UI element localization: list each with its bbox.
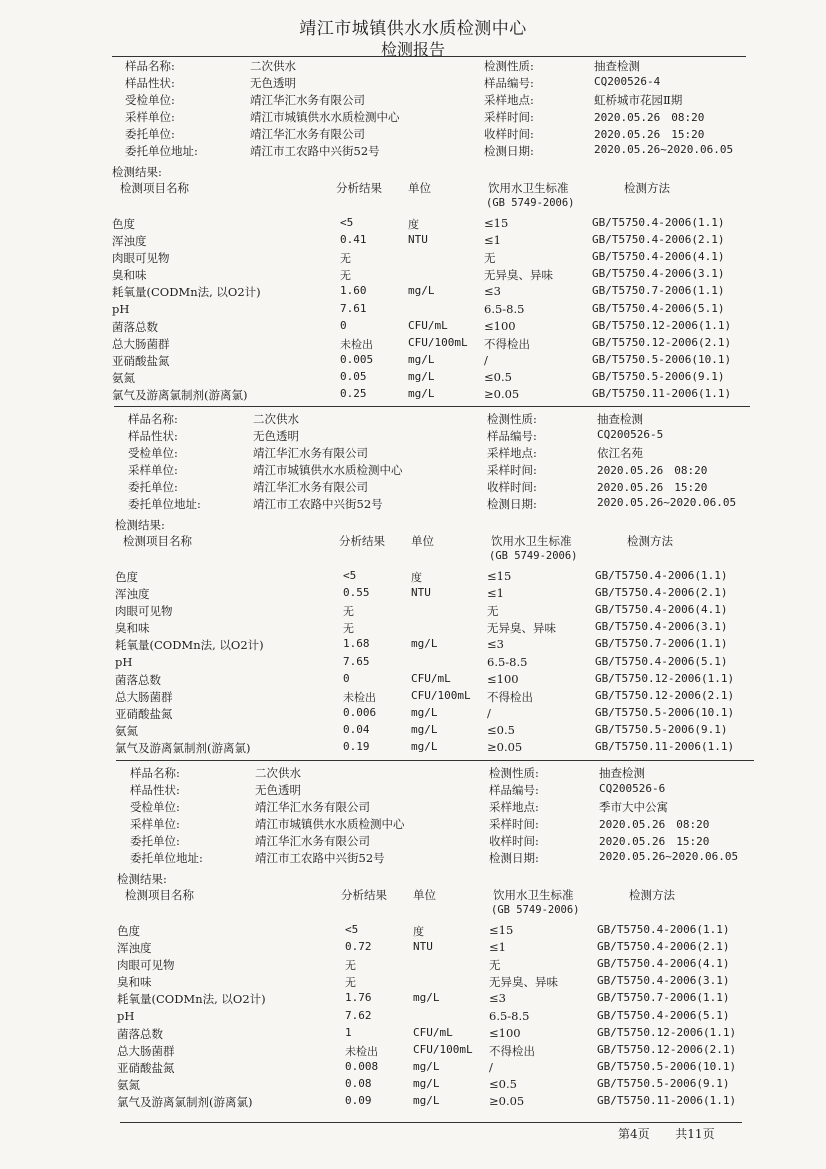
- cell-standard: ≤15: [487, 569, 512, 583]
- cell-method: GB/T5750.4-2006(5.1): [595, 654, 728, 668]
- table-row: [112, 267, 826, 284]
- table-row: [117, 923, 826, 940]
- table-row: [117, 957, 826, 974]
- cell-item: pH: [115, 654, 133, 669]
- cell-result: 0.09: [345, 1094, 372, 1107]
- col-result-header: 分析结果: [339, 534, 385, 548]
- label-sampling-time: 采样时间:: [487, 463, 537, 477]
- table-row: [117, 974, 826, 991]
- cell-item: 菌落总数: [117, 1026, 163, 1041]
- table-row: [117, 1009, 826, 1026]
- table-row: [115, 569, 826, 586]
- cell-unit: mg/L: [411, 637, 438, 651]
- col-standard-header: 饮用水卫生标准: [491, 534, 572, 548]
- value-client-unit: 靖江华汇水务有限公司: [250, 127, 365, 141]
- table-row: [112, 250, 826, 267]
- cell-standard: 不得检出: [487, 689, 533, 704]
- value-sample-property: 无色透明: [250, 76, 296, 90]
- label-sample-property: 样品性状:: [128, 429, 178, 443]
- cell-item: 氨氮: [117, 1077, 140, 1092]
- cell-item: 亚硝酸盐氮: [112, 353, 170, 368]
- table-row: [112, 233, 826, 250]
- cell-standard: ≤0.5: [487, 722, 515, 737]
- label-sampling-time: 采样时间:: [489, 817, 539, 831]
- label-client-address: 委托单位地址:: [125, 144, 198, 158]
- table-row: [117, 1077, 826, 1094]
- value-client-address: 靖江市工农路中兴街52号: [253, 497, 383, 511]
- cell-method: GB/T5750.7-2006(1.1): [597, 991, 730, 1005]
- cell-result: 无: [340, 252, 351, 266]
- cell-standard: 无: [489, 958, 501, 973]
- cell-unit: mg/L: [413, 991, 440, 1005]
- value-sample-no: CQ200526-5: [597, 428, 664, 441]
- cell-item: 浑浊度: [115, 587, 150, 602]
- cell-unit: mg/L: [408, 387, 435, 400]
- cell-result: 0.41: [340, 233, 367, 247]
- cell-unit: CFU/mL: [413, 1025, 453, 1039]
- label-sampling-unit: 采样单位:: [128, 463, 178, 477]
- label-client-unit: 委托单位:: [130, 834, 180, 848]
- value-receive-time: 2020.05.26 15:20: [597, 481, 708, 494]
- cell-unit: mg/L: [413, 1076, 440, 1090]
- value-sample-no: CQ200526-4: [594, 75, 661, 88]
- cell-result: 无: [343, 622, 354, 636]
- cell-result: 0.19: [343, 740, 370, 753]
- value-sampling-time: 2020.05.26 08:20: [599, 818, 710, 831]
- cell-result: 0.008: [345, 1059, 379, 1073]
- cell-result: 0.05: [340, 369, 367, 383]
- top-rule: [112, 56, 746, 57]
- table-row: [112, 284, 826, 301]
- cell-unit: mg/L: [411, 740, 438, 753]
- table-row: [115, 723, 826, 740]
- table-row: [115, 586, 826, 603]
- label-client-unit: 委托单位:: [128, 480, 178, 494]
- cell-standard: 6.5-8.5: [484, 301, 525, 316]
- cell-standard: ≥0.05: [487, 740, 523, 754]
- cell-method: GB/T5750.5-2006(10.1): [592, 352, 732, 366]
- cell-result: 无: [340, 269, 351, 283]
- cell-item: 臭和味: [117, 975, 152, 990]
- cell-standard: 无异臭、异味: [487, 621, 556, 636]
- table-row: [112, 370, 826, 387]
- label-sampling-site: 采样地点:: [484, 93, 534, 107]
- table-row: [115, 706, 826, 723]
- cell-method: GB/T5750.5-2006(10.1): [595, 705, 735, 719]
- cell-method: GB/T5750.11-2006(1.1): [597, 1094, 737, 1107]
- cell-result: 0: [343, 671, 350, 685]
- value-sampling-unit: 靖江市城镇供水水质检测中心: [255, 817, 405, 831]
- value-receive-time: 2020.05.26 15:20: [599, 835, 710, 848]
- table-row: [117, 1094, 826, 1111]
- value-test-date: 2020.05.26~2020.06.05: [597, 496, 737, 509]
- col-unit-header: 单位: [408, 181, 431, 195]
- cell-method: GB/T5750.4-2006(4.1): [597, 957, 730, 971]
- value-sampling-site: 虹桥城市花园Ⅱ期: [594, 93, 683, 107]
- cell-item: 耗氧量(CODMn法, 以O2计): [115, 638, 264, 653]
- table-row: [115, 672, 826, 689]
- cell-method: GB/T5750.12-2006(2.1): [595, 688, 735, 702]
- value-sample-name: 二次供水: [255, 766, 301, 780]
- label-sampling-site: 采样地点:: [489, 800, 539, 814]
- report-subtitle: 检测报告: [380, 40, 445, 59]
- section-divider-1: [114, 406, 750, 407]
- label-sampling-time: 采样时间:: [484, 110, 534, 124]
- cell-standard: ≤1: [484, 233, 501, 248]
- value-test-type: 抽查检测: [599, 766, 645, 780]
- cell-result: 未检出: [343, 690, 376, 704]
- value-sampling-time: 2020.05.26 08:20: [597, 464, 708, 477]
- label-test-date: 检测日期:: [484, 144, 534, 158]
- col-unit-header: 单位: [413, 888, 436, 902]
- value-test-type: 抽查检测: [597, 412, 643, 426]
- cell-standard: ≤3: [484, 284, 501, 299]
- cell-standard: ≤1: [489, 940, 506, 955]
- cell-result: 无: [343, 605, 354, 619]
- cell-unit: mg/L: [411, 705, 438, 719]
- cell-unit: mg/L: [411, 722, 438, 736]
- cell-result: 7.61: [340, 301, 367, 315]
- table-row: [115, 689, 826, 706]
- cell-item: 色度: [112, 217, 135, 231]
- cell-unit: 度: [408, 218, 419, 231]
- cell-standard: 不得检出: [489, 1043, 535, 1058]
- table-row: [112, 216, 826, 233]
- cell-standard: ≤0.5: [484, 369, 512, 384]
- col-standard-code: (GB 5749-2006): [489, 550, 578, 562]
- report-title: 靖江市城镇供水水质检测中心: [299, 19, 527, 39]
- label-sampling-site: 采样地点:: [487, 446, 537, 460]
- cell-standard: ≤1: [487, 586, 504, 601]
- table-row: [115, 637, 826, 654]
- cell-unit: NTU: [408, 233, 428, 247]
- cell-result: 无: [345, 976, 356, 990]
- cell-item: 总大肠菌群: [115, 689, 173, 704]
- page-footer: [618, 1125, 715, 1142]
- cell-result: 7.62: [345, 1008, 372, 1022]
- label-receive-time: 收样时间:: [487, 480, 537, 494]
- cell-method: GB/T5750.7-2006(1.1): [595, 637, 728, 651]
- col-method-header: 检测方法: [624, 181, 670, 195]
- cell-method: GB/T5750.5-2006(9.1): [595, 722, 728, 736]
- cell-standard: 6.5-8.5: [489, 1008, 530, 1023]
- table-row: [115, 603, 826, 620]
- cell-result: 0.08: [345, 1076, 372, 1090]
- cell-result: 1.76: [345, 991, 372, 1005]
- cell-unit: CFU/mL: [411, 671, 451, 685]
- cell-item: 色度: [115, 570, 138, 584]
- cell-method: GB/T5750.4-2006(2.1): [597, 940, 730, 954]
- label-receive-time: 收样时间:: [484, 127, 534, 141]
- cell-item: 氯气及游离氯制剂(游离氯): [117, 1095, 253, 1109]
- value-test-type: 抽查检测: [594, 59, 640, 73]
- label-sample-name: 样品名称:: [130, 766, 180, 780]
- cell-result: <5: [345, 923, 359, 936]
- table-row: [112, 302, 826, 319]
- cell-result: 未检出: [340, 337, 373, 351]
- value-sample-property: 无色透明: [255, 783, 301, 797]
- cell-method: GB/T5750.4-2006(5.1): [592, 301, 725, 315]
- cell-item: 浑浊度: [112, 234, 147, 249]
- label-sample-no: 样品编号:: [489, 783, 539, 797]
- label-sample-property: 样品性状:: [130, 783, 180, 797]
- cell-standard: ≤100: [487, 671, 519, 686]
- value-sampling-site: 季市大中公寓: [599, 800, 668, 814]
- bottom-rule: [120, 1122, 742, 1123]
- page-number: 第4页: [618, 1127, 650, 1141]
- cell-item: 耗氧量(CODMn法, 以O2计): [117, 992, 266, 1007]
- col-standard-header: 饮用水卫生标准: [488, 181, 569, 195]
- table-row: [112, 353, 826, 370]
- label-inspected-unit: 受检单位:: [125, 93, 175, 107]
- cell-result: 未检出: [345, 1044, 378, 1058]
- cell-unit: mg/L: [408, 369, 435, 383]
- table-row: [117, 1060, 826, 1077]
- cell-standard: 不得检出: [484, 336, 530, 351]
- value-test-date: 2020.05.26~2020.06.05: [594, 143, 734, 156]
- cell-item: 肉眼可见物: [112, 251, 170, 266]
- cell-method: GB/T5750.4-2006(4.1): [595, 603, 728, 617]
- table-row: [115, 655, 826, 672]
- cell-item: 氨氮: [112, 370, 135, 385]
- cell-method: GB/T5750.4-2006(3.1): [597, 974, 730, 988]
- cell-item: 臭和味: [112, 268, 147, 283]
- cell-result: 0.25: [340, 387, 367, 400]
- cell-item: 总大肠菌群: [112, 336, 170, 351]
- cell-standard: ≤15: [489, 923, 514, 937]
- table-row: [115, 740, 826, 757]
- col-item-header: 检测项目名称: [120, 181, 189, 195]
- cell-result: 1: [345, 1025, 352, 1039]
- cell-unit: mg/L: [413, 1059, 440, 1073]
- page-total: 共11页: [675, 1127, 715, 1141]
- cell-standard: 无: [484, 251, 496, 266]
- cell-method: GB/T5750.12-2006(1.1): [597, 1025, 737, 1039]
- value-sampling-unit: 靖江市城镇供水水质检测中心: [250, 110, 400, 124]
- cell-standard: 无异臭、异味: [489, 975, 558, 990]
- cell-method: GB/T5750.4-2006(1.1): [597, 923, 730, 936]
- table-row: [117, 1026, 826, 1043]
- cell-standard: ≤3: [489, 991, 506, 1006]
- cell-unit: CFU/100mL: [408, 335, 468, 349]
- cell-method: GB/T5750.5-2006(9.1): [592, 369, 725, 383]
- table-row: [117, 940, 826, 957]
- value-sample-property: 无色透明: [253, 429, 299, 443]
- cell-method: GB/T5750.5-2006(10.1): [597, 1059, 737, 1073]
- cell-standard: /: [489, 1059, 493, 1074]
- cell-unit: mg/L: [413, 1094, 440, 1107]
- cell-standard: 无: [487, 604, 499, 619]
- cell-item: 耗氧量(CODMn法, 以O2计): [112, 285, 261, 300]
- cell-method: GB/T5750.7-2006(1.1): [592, 284, 725, 298]
- cell-item: 总大肠菌群: [117, 1043, 175, 1058]
- table-row: [112, 336, 826, 353]
- cell-item: 菌落总数: [112, 319, 158, 334]
- results-label: 检测结果:: [117, 872, 167, 886]
- col-result-header: 分析结果: [336, 181, 382, 195]
- label-sampling-unit: 采样单位:: [125, 110, 175, 124]
- cell-result: 0: [340, 318, 347, 332]
- cell-standard: 6.5-8.5: [487, 654, 528, 669]
- value-sampling-unit: 靖江市城镇供水水质检测中心: [253, 463, 403, 477]
- cell-result: 0.006: [343, 705, 377, 719]
- value-inspected-unit: 靖江华汇水务有限公司: [253, 446, 368, 460]
- cell-unit: mg/L: [408, 284, 435, 298]
- table-row: [112, 319, 826, 336]
- cell-standard: ≤100: [489, 1025, 521, 1040]
- cell-result: <5: [343, 569, 357, 582]
- cell-method: GB/T5750.12-2006(2.1): [597, 1042, 737, 1056]
- cell-unit: CFU/mL: [408, 318, 448, 332]
- label-client-unit: 委托单位:: [125, 127, 175, 141]
- cell-item: 氨氮: [115, 723, 138, 738]
- cell-standard: 无异臭、异味: [484, 268, 553, 283]
- cell-result: <5: [340, 216, 354, 229]
- value-client-address: 靖江市工农路中兴街52号: [255, 851, 385, 865]
- cell-item: pH: [117, 1008, 135, 1023]
- label-inspected-unit: 受检单位:: [128, 446, 178, 460]
- cell-unit: 度: [411, 571, 422, 584]
- cell-method: GB/T5750.12-2006(1.1): [592, 318, 732, 332]
- table-row: [117, 1043, 826, 1060]
- col-method-header: 检测方法: [629, 888, 675, 902]
- col-unit-header: 单位: [411, 534, 434, 548]
- cell-standard: /: [487, 705, 491, 720]
- label-sample-property: 样品性状:: [125, 76, 175, 90]
- cell-item: 色度: [117, 924, 140, 938]
- value-receive-time: 2020.05.26 15:20: [594, 128, 705, 141]
- label-sample-name: 样品名称:: [125, 59, 175, 73]
- cell-result: 0.04: [343, 722, 370, 736]
- cell-method: GB/T5750.4-2006(1.1): [592, 216, 725, 229]
- label-test-date: 检测日期:: [489, 851, 539, 865]
- cell-method: GB/T5750.5-2006(9.1): [597, 1076, 730, 1090]
- col-item-header: 检测项目名称: [125, 888, 194, 902]
- cell-result: 无: [345, 959, 356, 973]
- value-inspected-unit: 靖江华汇水务有限公司: [255, 800, 370, 814]
- value-inspected-unit: 靖江华汇水务有限公司: [250, 93, 365, 107]
- cell-item: pH: [112, 301, 130, 316]
- value-client-address: 靖江市工农路中兴街52号: [250, 144, 380, 158]
- table-row: [112, 387, 826, 404]
- label-sample-no: 样品编号:: [484, 76, 534, 90]
- col-result-header: 分析结果: [341, 888, 387, 902]
- label-sample-name: 样品名称:: [128, 412, 178, 426]
- value-sampling-site: 依江名苑: [597, 446, 643, 460]
- cell-method: GB/T5750.4-2006(1.1): [595, 569, 728, 582]
- cell-item: 氯气及游离氯制剂(游离氯): [112, 388, 248, 402]
- cell-unit: 度: [413, 925, 424, 938]
- cell-item: 肉眼可见物: [115, 604, 173, 619]
- cell-method: GB/T5750.4-2006(2.1): [595, 586, 728, 600]
- cell-standard: ≥0.05: [489, 1094, 525, 1108]
- col-standard-header: 饮用水卫生标准: [493, 888, 574, 902]
- label-sample-no: 样品编号:: [487, 429, 537, 443]
- cell-method: GB/T5750.4-2006(4.1): [592, 250, 725, 264]
- cell-method: GB/T5750.4-2006(5.1): [597, 1008, 730, 1022]
- label-test-type: 检测性质:: [489, 766, 539, 780]
- label-client-address: 委托单位地址:: [130, 851, 203, 865]
- cell-method: GB/T5750.4-2006(2.1): [592, 233, 725, 247]
- cell-unit: mg/L: [408, 352, 435, 366]
- label-test-type: 检测性质:: [487, 412, 537, 426]
- col-method-header: 检测方法: [627, 534, 673, 548]
- cell-unit: CFU/100mL: [411, 688, 471, 702]
- cell-standard: ≤3: [487, 637, 504, 652]
- value-sample-name: 二次供水: [253, 412, 299, 426]
- cell-unit: CFU/100mL: [413, 1042, 473, 1056]
- label-sampling-unit: 采样单位:: [130, 817, 180, 831]
- cell-method: GB/T5750.4-2006(3.1): [592, 267, 725, 281]
- results-label: 检测结果:: [115, 518, 165, 532]
- cell-result: 0.72: [345, 940, 372, 954]
- cell-standard: ≤0.5: [489, 1076, 517, 1091]
- value-client-unit: 靖江华汇水务有限公司: [255, 834, 370, 848]
- table-row: [115, 620, 826, 637]
- cell-result: 0.005: [340, 352, 374, 366]
- cell-method: GB/T5750.12-2006(2.1): [592, 335, 732, 349]
- cell-item: 臭和味: [115, 621, 150, 636]
- cell-item: 亚硝酸盐氮: [117, 1060, 175, 1075]
- section-divider-2: [116, 760, 754, 761]
- cell-standard: /: [484, 352, 488, 367]
- cell-method: GB/T5750.11-2006(1.1): [595, 740, 735, 753]
- cell-result: 1.60: [340, 284, 367, 298]
- results-label: 检测结果:: [112, 165, 162, 179]
- label-receive-time: 收样时间:: [489, 834, 539, 848]
- label-test-date: 检测日期:: [487, 497, 537, 511]
- label-inspected-unit: 受检单位:: [130, 800, 180, 814]
- cell-item: 肉眼可见物: [117, 958, 175, 973]
- cell-standard: ≤15: [484, 216, 509, 230]
- value-sample-name: 二次供水: [250, 59, 296, 73]
- cell-unit: NTU: [411, 586, 431, 600]
- cell-item: 氯气及游离氯制剂(游离氯): [115, 741, 251, 755]
- cell-item: 菌落总数: [115, 672, 161, 687]
- value-sample-no: CQ200526-6: [599, 782, 666, 795]
- cell-standard: ≥0.05: [484, 387, 520, 401]
- cell-method: GB/T5750.4-2006(3.1): [595, 620, 728, 634]
- cell-method: GB/T5750.12-2006(1.1): [595, 671, 735, 685]
- label-client-address: 委托单位地址:: [128, 497, 201, 511]
- cell-standard: ≤100: [484, 318, 516, 333]
- cell-result: 0.55: [343, 586, 370, 600]
- cell-unit: NTU: [413, 940, 433, 954]
- col-standard-code: (GB 5749-2006): [486, 197, 575, 209]
- cell-item: 浑浊度: [117, 941, 152, 956]
- value-client-unit: 靖江华汇水务有限公司: [253, 480, 368, 494]
- cell-result: 7.65: [343, 654, 370, 668]
- cell-result: 1.68: [343, 637, 370, 651]
- label-test-type: 检测性质:: [484, 59, 534, 73]
- col-item-header: 检测项目名称: [123, 534, 192, 548]
- col-standard-code: (GB 5749-2006): [491, 904, 580, 916]
- cell-method: GB/T5750.11-2006(1.1): [592, 387, 732, 400]
- cell-item: 亚硝酸盐氮: [115, 706, 173, 721]
- table-row: [117, 991, 826, 1008]
- value-test-date: 2020.05.26~2020.06.05: [599, 850, 739, 863]
- value-sampling-time: 2020.05.26 08:20: [594, 111, 705, 124]
